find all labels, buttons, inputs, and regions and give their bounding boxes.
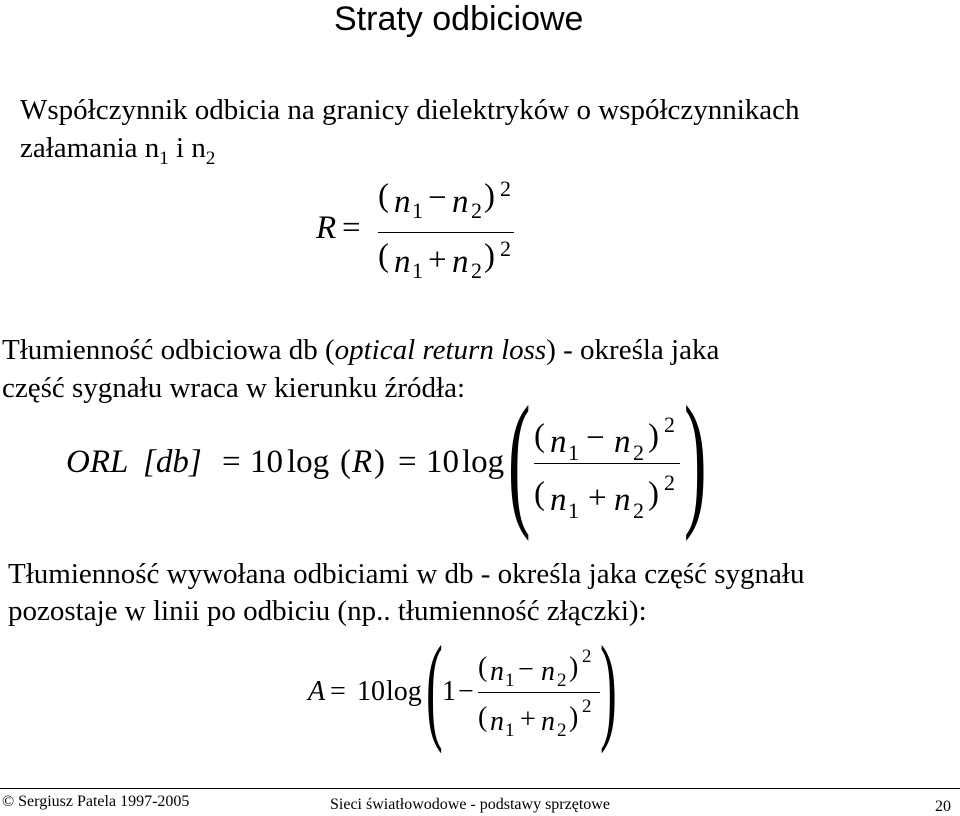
formula-orl-den-sub1: 1 bbox=[568, 498, 579, 523]
formula-orl-num-sub1: 1 bbox=[568, 440, 579, 465]
formula-r-num-n2: n bbox=[452, 184, 469, 220]
formula-a-num-n2: n bbox=[541, 656, 555, 687]
formula-r-den-sub2: 2 bbox=[471, 258, 482, 283]
formula-orl-lhs: ORL bbox=[66, 444, 129, 480]
formula-r-num-sub1: 1 bbox=[412, 198, 423, 223]
paragraph-2-line-2: część sygnału wraca w kierunku źródła: bbox=[2, 372, 465, 404]
formula-r-num-minus: − bbox=[428, 180, 447, 216]
formula-a-fraction-bar bbox=[478, 692, 600, 693]
formula-orl-fraction-bar bbox=[534, 463, 680, 464]
formula-a-den-exp: 2 bbox=[582, 696, 592, 717]
footer-copyright: © Sergiusz Patela 1997-2005 bbox=[2, 793, 190, 810]
formula-a-num-sub1: 1 bbox=[505, 670, 515, 691]
formula-r-num-n1: n bbox=[394, 184, 411, 220]
footer-page-number: 20 bbox=[935, 798, 951, 815]
formula-a-den-sub1: 1 bbox=[505, 720, 515, 741]
formula-r-num-lparen: ( bbox=[378, 178, 389, 214]
formula-a-num-n1: n bbox=[490, 656, 504, 687]
formula-a-num-exp: 2 bbox=[582, 646, 592, 667]
formula-orl-den-exp: 2 bbox=[664, 470, 675, 495]
formula-orl-num-n2: n bbox=[614, 424, 631, 460]
formula-r-den-n1: n bbox=[394, 244, 411, 280]
formula-orl-arg-r: R bbox=[352, 444, 373, 480]
formula-a-num-rparen: ) bbox=[569, 652, 579, 683]
formula-r-den-sub1: 1 bbox=[412, 258, 423, 283]
formula-orl-paren-close: ) bbox=[374, 444, 385, 480]
formula-r-equals: = bbox=[342, 210, 361, 246]
formula-orl-big-rparen: ) bbox=[684, 376, 707, 542]
formula-r-den-rparen: ) bbox=[484, 238, 495, 274]
formula-a-num-sub2: 2 bbox=[557, 670, 567, 691]
formula-orl-ten-2: 10 bbox=[426, 444, 459, 480]
formula-orl-den-rparen: ) bbox=[648, 476, 659, 512]
paragraph-1-line-1: Współczynnik odbicia na granicy dielektryków o współczynnikach bbox=[20, 94, 800, 126]
page-title: Straty odbiciowe bbox=[334, 0, 584, 38]
formula-a-num-minus: − bbox=[518, 654, 534, 685]
formula-a-ten: 10 bbox=[357, 676, 385, 707]
footer-divider bbox=[0, 788, 960, 789]
formula-orl-num-sub2: 2 bbox=[633, 440, 644, 465]
formula-a-one: 1 bbox=[442, 676, 456, 707]
formula-a-den-n2: n bbox=[541, 706, 555, 737]
paragraph-3-line-1: Tłumienność wywołana odbiciami w db - określa jaka część sygnału bbox=[8, 558, 805, 590]
formula-r-den-lparen: ( bbox=[378, 238, 389, 274]
formula-r-den-n2: n bbox=[452, 244, 469, 280]
formula-a-den-n1: n bbox=[490, 706, 504, 737]
formula-orl-den-n2: n bbox=[614, 482, 631, 518]
formula-orl-eq2: = bbox=[398, 444, 417, 480]
formula-orl-ten-1: 10 bbox=[250, 444, 283, 480]
formula-orl-den-sub2: 2 bbox=[633, 498, 644, 523]
formula-r-den-exp: 2 bbox=[500, 236, 511, 261]
formula-orl-den-plus: + bbox=[588, 480, 607, 516]
formula-a-log: log bbox=[386, 676, 422, 707]
formula-a-num-lparen: ( bbox=[478, 652, 488, 683]
formula-orl-log-1: log bbox=[287, 444, 330, 480]
formula-r-fraction-bar bbox=[378, 232, 514, 233]
paragraph-1-line-2: załamania $n_1$ i $n_2$ bbox=[20, 132, 216, 169]
formula-a-den-sub2: 2 bbox=[557, 720, 567, 741]
formula-r-num-rparen: ) bbox=[484, 178, 495, 214]
formula-orl-num-exp: 2 bbox=[664, 412, 675, 437]
formula-a-den-lparen: ( bbox=[478, 702, 488, 733]
formula-a-lhs: A bbox=[308, 676, 326, 707]
formula-r-num-exp: 2 bbox=[500, 176, 511, 201]
formula-orl-num-rparen: ) bbox=[648, 418, 659, 454]
formula-a-den-plus: + bbox=[520, 704, 536, 735]
formula-orl-unit: [db] bbox=[143, 444, 202, 480]
formula-a-big-lparen: ( bbox=[426, 621, 443, 754]
formula-r-num-sub2: 2 bbox=[471, 198, 482, 223]
paragraph-2-line-1: Tłumienność odbiciowa db (optical return loss) - określa jaka bbox=[2, 334, 720, 366]
formula-orl-num-n1: n bbox=[550, 424, 567, 460]
formula-r-den-plus: + bbox=[428, 242, 447, 278]
formula-orl-den-n1: n bbox=[550, 482, 567, 518]
formula-orl-num-minus: − bbox=[586, 420, 605, 456]
formula-orl-eq1: = bbox=[222, 444, 241, 480]
paragraph-3-line-2: pozostaje w linii po odbiciu (np.. tłumienność złączki): bbox=[8, 595, 647, 627]
formula-orl-big-lparen: ( bbox=[508, 376, 531, 542]
formula-orl-paren-open: ( bbox=[340, 444, 351, 480]
formula-a-eq: = bbox=[330, 676, 346, 707]
footer-course-title: Sieci światłowodowe - podstawy sprzętowe bbox=[330, 796, 610, 813]
formula-a-minus: − bbox=[458, 676, 474, 707]
formula-orl-num-lparen: ( bbox=[534, 418, 545, 454]
formula-orl-log-2: log bbox=[462, 444, 505, 480]
formula-a-den-rparen: ) bbox=[569, 702, 579, 733]
formula-a-big-rparen: ) bbox=[600, 621, 617, 754]
formula-r-lhs: R bbox=[316, 210, 337, 246]
formula-orl-den-lparen: ( bbox=[534, 476, 545, 512]
